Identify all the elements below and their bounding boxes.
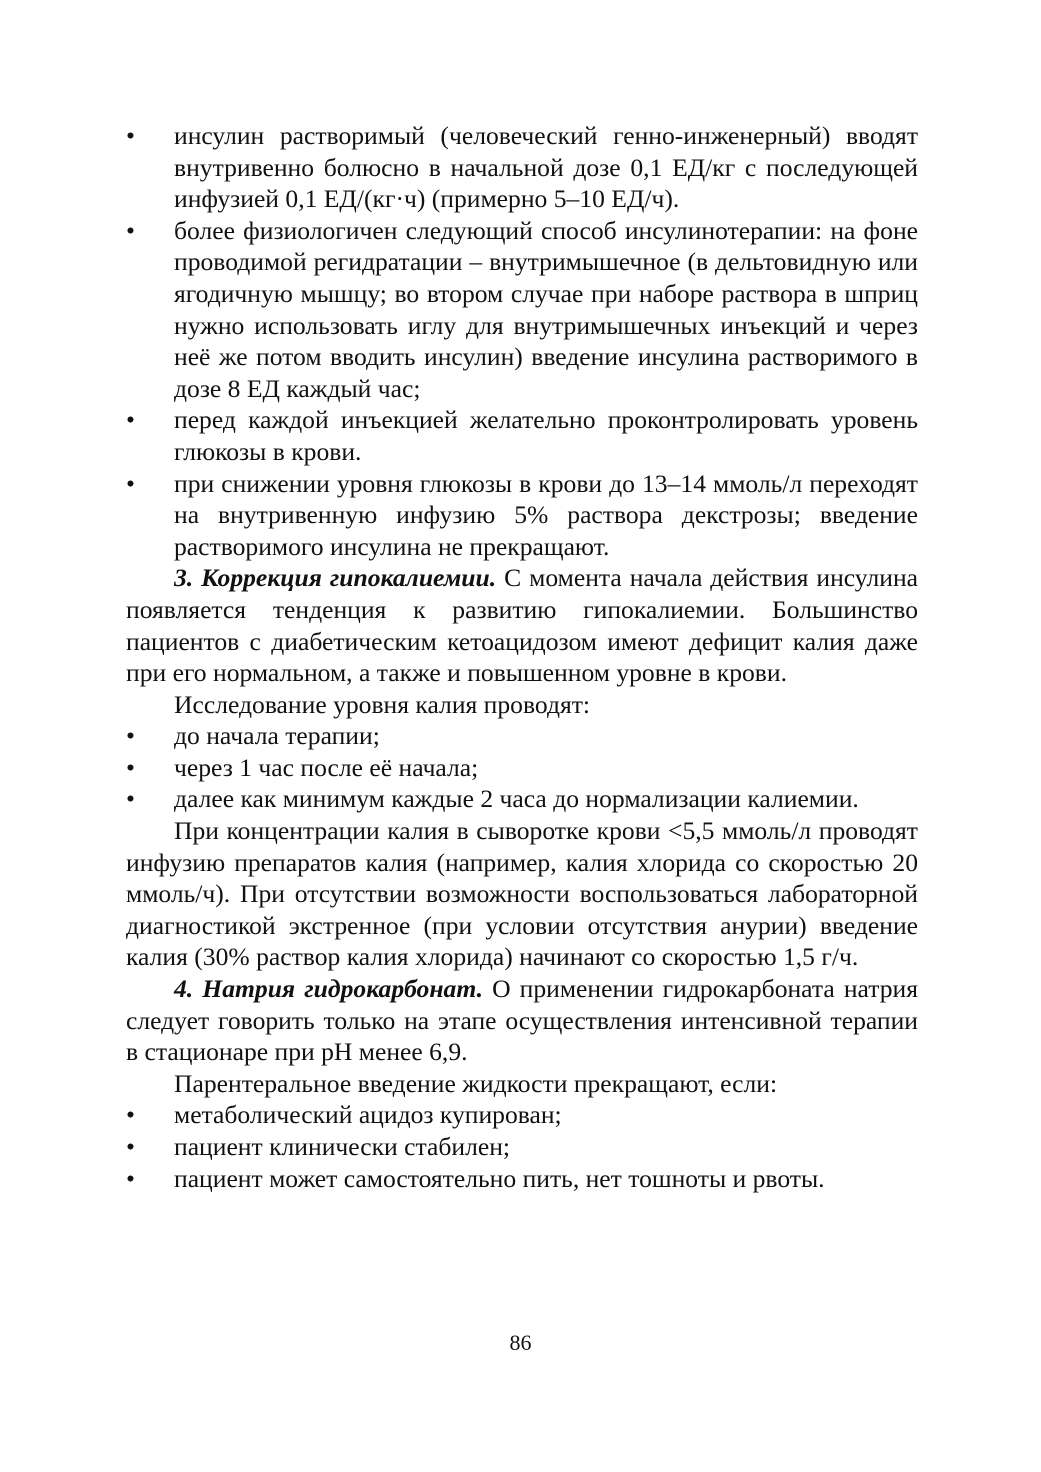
list-item-text: через 1 час после её начала; (174, 752, 479, 782)
list-item (126, 1099, 918, 1131)
stop-intro: Парентеральное введение жидкости прекращают, если: (174, 1068, 778, 1098)
list-item (126, 752, 918, 784)
bullet-icon: • (126, 1132, 135, 1161)
list-item-text: инсулин растворимый (человеческий генно-инженерный) вводят внутривенно болюсно в начальной дозе 0,1 ЕД/кг с последующей инфузией 0,1 ЕД/(кг·ч) (примерно 5–10 ЕД/ч). (174, 121, 918, 214)
list-item (126, 404, 918, 467)
page-body (126, 120, 918, 1194)
list-item-text: до начала терапии; (174, 721, 380, 751)
bullet-icon: • (126, 784, 135, 814)
list-item (126, 215, 918, 405)
section-3-heading: 3. Коррекция гипокалиемии. (174, 563, 497, 593)
list-item-text: метаболический ацидоз купирован; (174, 1100, 562, 1130)
list-item (126, 720, 918, 752)
page-number: 86 (509, 1330, 532, 1355)
section-3-text: С момента начала действия инсулина появляется тенденция к развитию гипокалиемии. Большинство пациентов с диабетическим кетоацидозом имеют дефицит калия даже при его нормальном, а также и повышенном уровне в крови. (126, 563, 918, 688)
bullet-icon: • (126, 468, 135, 498)
list-item-text: более физиологичен следующий способ инсулинотерапии: на фоне проводимой регидратации – внутримышечное (в дельтовидную или ягодичную мышцу; во втором случае при наборе раствора в шприц нужно использовать иглу для внутримышечных инъекций и через неё же потом вводить инсулин) введение инсулина растворимого в дозе 8 ЕД каждый час; (174, 215, 918, 403)
bullet-icon: • (126, 215, 135, 245)
section-4-text: О применении гидрокарбоната натрия следует говорить только на этапе осуществления интенсивной терапии в стационаре при pH менее 6,9. (126, 974, 918, 1067)
section-4-heading: 4. Натрия гидрокарбонат. (174, 974, 483, 1004)
list-item (126, 468, 918, 563)
list-item-text: перед каждой инъекцией желательно проконтролировать уровень глюкозы в крови. (174, 405, 918, 466)
stop-bullet-list (126, 1099, 918, 1194)
section-4-paragraph (126, 973, 918, 1068)
bullet-icon: • (126, 1100, 135, 1130)
potassium-intro: Исследование уровня калия проводят: (174, 689, 591, 719)
list-item-text: пациент клинически стабилен; (174, 1132, 511, 1161)
bullet-icon: • (126, 1163, 135, 1193)
potassium-paragraph: При концентрации калия в сыворотке крови <5,5 ммоль/л проводят инфузию препаратов калия (например, калия хлорида со скоростью 20 ммоль/ч). При отсутствии возможности воспользоваться лабораторной диагностикой экстренное (при условии отсутствия анурии) введение калия (30% раствор калия хлорида) начинают со скоростью 1,5 г/ч. (126, 816, 918, 972)
list-item (126, 1131, 918, 1163)
list-item (126, 120, 918, 215)
list-item-text: при снижении уровня глюкозы в крови до 13–14 ммоль/л переходят на внутривенную инфузию 5% раствора декстрозы; введение растворимого инсулина не прекращают. (174, 468, 918, 561)
potassium-bullet-list (126, 720, 918, 815)
list-item-text: пациент может самостоятельно пить, нет тошноты и рвоты. (174, 1163, 825, 1193)
list-item (126, 783, 918, 815)
bullet-icon: • (126, 721, 135, 751)
list-item-text: далее как минимум каждые 2 часа до нормализации калиемии. (174, 784, 859, 814)
list-item (126, 1163, 918, 1195)
bullet-icon: • (126, 121, 135, 150)
section-3-paragraph (126, 562, 918, 688)
bullet-icon: • (126, 405, 135, 435)
bullet-icon: • (126, 752, 135, 782)
insulin-bullet-list (126, 120, 918, 562)
